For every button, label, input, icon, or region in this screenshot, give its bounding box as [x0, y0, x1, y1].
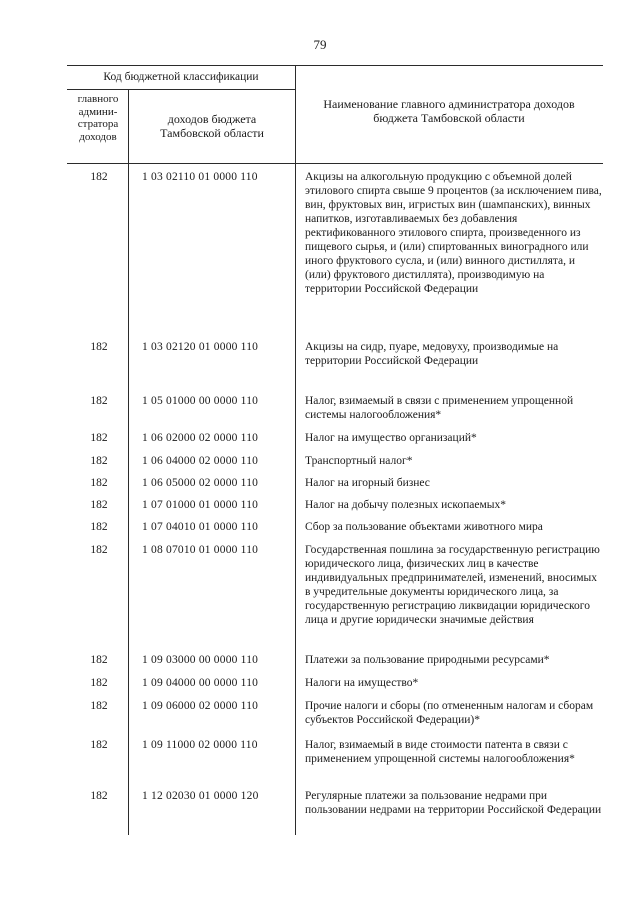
row-budget-code: 1 06 02000 02 0000 110 [142, 432, 259, 444]
row-budget-code: 1 03 02110 01 0000 110 [142, 171, 258, 183]
row-name: Налог, взимаемый в связи с применением упрощенной системы налогообложения* [305, 395, 574, 421]
row-admin-code: 182 [90, 677, 108, 689]
row-admin-code: 182 [90, 432, 108, 444]
row-admin-code: 182 [90, 477, 108, 489]
row-name: Государственная пошлина за государственную регистрацию юридического лица, физических лиц в качестве индивидуальных предпринимателей, изменений, вносимых в учредительные документы юридического лица, за государственную регистрацию ликвидации юридического лица и другие юридически значимые действия [305, 544, 600, 626]
row-admin-code: 182 [90, 455, 108, 467]
row-budget-code: 1 09 06000 02 0000 110 [142, 700, 259, 712]
header-col-admin: главного админи-стратора доходов [77, 93, 119, 143]
row-name: Сбор за пользование объектами животного мира [305, 521, 543, 533]
page-number: 79 [313, 37, 327, 52]
header-col-code: доходов бюджета Тамбовской области [160, 112, 264, 140]
row-budget-code: 1 07 04010 01 0000 110 [142, 521, 259, 533]
row-budget-code: 1 05 01000 00 0000 110 [142, 395, 259, 407]
row-admin-code: 182 [90, 171, 108, 183]
row-name: Налог на добычу полезных ископаемых* [305, 499, 506, 511]
row-budget-code: 1 12 02030 01 0000 120 [142, 790, 259, 802]
row-budget-code: 1 06 05000 02 0000 110 [142, 477, 259, 489]
row-budget-code: 1 09 03000 00 0000 110 [142, 654, 259, 666]
row-name: Прочие налоги и сборы (по отмененным налогам и сборам субъектов Российской Федерации)* [305, 700, 594, 726]
row-name: Налог на игорный бизнес [305, 477, 430, 489]
row-budget-code: 1 09 04000 00 0000 110 [142, 677, 259, 689]
row-admin-code: 182 [90, 544, 108, 556]
row-admin-code: 182 [90, 654, 108, 666]
row-name: Акцизы на сидр, пуаре, медовуху, производимые на территории Российской Федерации [305, 341, 559, 367]
row-admin-code: 182 [90, 521, 108, 533]
row-name: Налог на имущество организаций* [305, 432, 477, 444]
row-admin-code: 182 [90, 341, 108, 353]
row-budget-code: 1 03 02120 01 0000 110 [142, 341, 259, 353]
row-admin-code: 182 [90, 790, 108, 802]
row-budget-code: 1 06 04000 02 0000 110 [142, 455, 259, 467]
row-admin-code: 182 [90, 395, 108, 407]
row-budget-code: 1 07 01000 01 0000 110 [142, 499, 259, 511]
row-admin-code: 182 [90, 700, 108, 712]
row-name: Налог, взимаемый в виде стоимости патента в связи с применением упрощенной системы налогообложения* [305, 739, 575, 765]
row-name: Акцизы на алкогольную продукцию с объемной долей этилового спирта свыше 9 процентов (за исключением пива, вин, фруктовых вин, игристых вин (шампанских), винных напитков, изготавливаемых без добавления ректификованного этилового спирта, произведенного из пищевого сырья, и (или) спиртованных виноградного или иного фруктового сусла, и (или) винного дистиллята, и (или) фруктового дистиллята), производимую на территории Российской Федерации [305, 171, 602, 295]
header-col-name: Наименование главного администратора доходов бюджета Тамбовской области [323, 97, 575, 125]
row-admin-code: 182 [90, 499, 108, 511]
row-name: Регулярные платежи за пользование недрами при пользовании недрами на территории Российской Федерации [305, 790, 602, 816]
row-name: Транспортный налог* [305, 455, 413, 467]
row-budget-code: 1 09 11000 02 0000 110 [142, 739, 258, 751]
row-name: Налоги на имущество* [305, 677, 419, 689]
row-admin-code: 182 [90, 739, 108, 751]
row-budget-code: 1 08 07010 01 0000 110 [142, 544, 259, 556]
header-group-label: Код бюджетной классификации [103, 71, 259, 83]
row-name: Платежи за пользование природными ресурсами* [305, 654, 550, 666]
